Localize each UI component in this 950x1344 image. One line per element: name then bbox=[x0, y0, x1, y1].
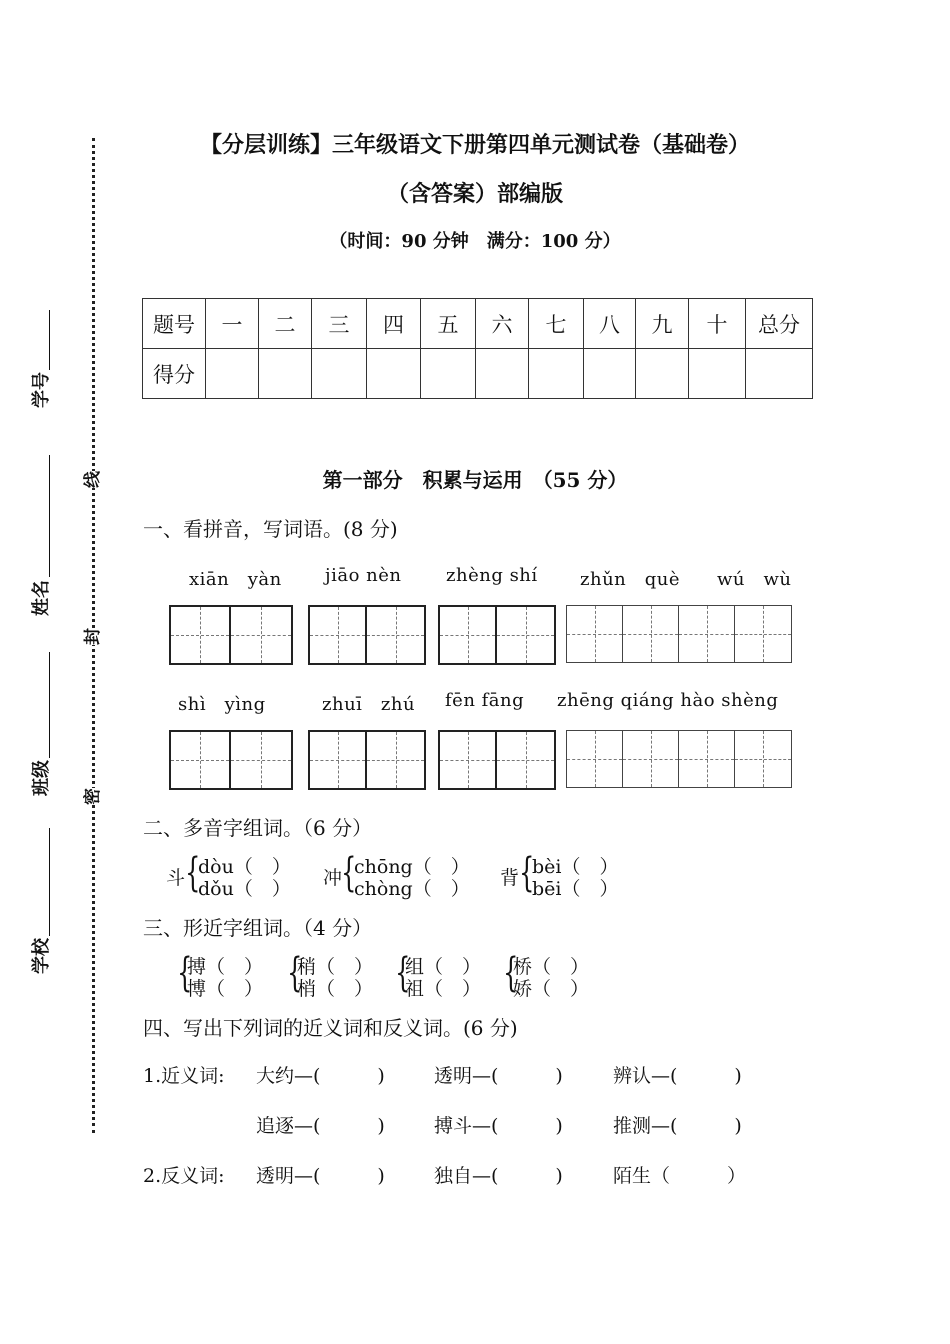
writing-cell[interactable] bbox=[367, 732, 424, 788]
writing-cell[interactable] bbox=[367, 607, 424, 663]
similar-char-option[interactable]: 博（ ） bbox=[187, 978, 264, 1000]
brace-icon: { bbox=[341, 850, 357, 896]
writing-cell[interactable] bbox=[679, 731, 735, 787]
writing-cell[interactable] bbox=[623, 606, 679, 662]
score-input-cell[interactable] bbox=[636, 349, 689, 399]
brace-icon: { bbox=[287, 950, 303, 996]
polyphone-option[interactable]: bèi（ ） bbox=[532, 856, 619, 878]
writing-box-group[interactable] bbox=[308, 730, 426, 790]
score-header-cell: 八 bbox=[584, 299, 636, 349]
score-header-cell: 六 bbox=[476, 299, 529, 349]
polyphone-option[interactable]: chōng（ ） bbox=[354, 856, 470, 878]
part1-heading: 第一部分 积累与运用 （55 分） bbox=[322, 468, 628, 492]
writing-cell[interactable] bbox=[171, 607, 231, 663]
writing-cell[interactable] bbox=[623, 731, 679, 787]
q1-pinyin: zhuī zhú bbox=[322, 694, 416, 715]
synonym-item[interactable]: 追逐—( ) bbox=[256, 1115, 385, 1137]
similar-char-option[interactable]: 稍（ ） bbox=[297, 956, 374, 978]
score-input-cell[interactable] bbox=[421, 349, 476, 399]
q1-pinyin: zhǔn què wú wù bbox=[580, 569, 792, 590]
antonym-label: 2.反义词: bbox=[143, 1165, 225, 1187]
q1-pinyin: fēn fāng bbox=[445, 690, 525, 711]
writing-cell[interactable] bbox=[497, 607, 554, 663]
writing-cell[interactable] bbox=[567, 731, 623, 787]
similar-char-option[interactable]: 祖（ ） bbox=[405, 978, 482, 1000]
synonym-item[interactable]: 推测—( ) bbox=[613, 1115, 742, 1137]
student-number-label: 学号 bbox=[31, 372, 52, 408]
q1-title: 一、看拼音，写词语。(8 分) bbox=[143, 517, 398, 541]
score-table bbox=[142, 298, 813, 399]
similar-char-option[interactable]: 娇（ ） bbox=[513, 978, 590, 1000]
polyphone-char: 冲 bbox=[323, 867, 343, 889]
writing-cell[interactable] bbox=[440, 607, 497, 663]
score-row-label: 得分 bbox=[143, 349, 206, 399]
writing-cell[interactable] bbox=[231, 607, 291, 663]
q1-pinyin: shì yìng bbox=[178, 694, 266, 715]
writing-box-group[interactable] bbox=[169, 730, 293, 790]
synonym-item[interactable]: 辨认—( ) bbox=[613, 1065, 742, 1087]
score-input-cell[interactable] bbox=[312, 349, 367, 399]
writing-box-group[interactable] bbox=[308, 605, 426, 665]
score-header-cell: 七 bbox=[529, 299, 584, 349]
writing-cell[interactable] bbox=[735, 606, 791, 662]
writing-cell[interactable] bbox=[310, 607, 367, 663]
score-header-cell: 二 bbox=[259, 299, 312, 349]
synonym-label: 1.近义词: bbox=[143, 1065, 225, 1087]
writing-cell[interactable] bbox=[171, 732, 231, 788]
brace-icon: { bbox=[395, 950, 411, 996]
writing-cell[interactable] bbox=[231, 732, 291, 788]
page-title-line2: （含答案）部编版 bbox=[386, 181, 563, 207]
similar-char-option[interactable]: 搏（ ） bbox=[187, 956, 264, 978]
name-label: 姓名 bbox=[31, 580, 52, 616]
seal-mark-line: 线 bbox=[76, 471, 105, 488]
writing-box-group[interactable] bbox=[438, 730, 556, 790]
synonym-item[interactable]: 透明—( ) bbox=[434, 1065, 563, 1087]
writing-box-group[interactable] bbox=[566, 605, 792, 663]
writing-cell[interactable] bbox=[567, 606, 623, 662]
school-label: 学校 bbox=[31, 938, 52, 974]
score-input-cell[interactable] bbox=[476, 349, 529, 399]
q1-pinyin: xiān yàn bbox=[189, 569, 282, 590]
brace-icon: { bbox=[519, 850, 535, 896]
class-blank[interactable] bbox=[49, 652, 50, 758]
antonym-item[interactable]: 陌生（ ） bbox=[613, 1165, 747, 1187]
synonym-item[interactable]: 大约—( ) bbox=[256, 1065, 385, 1087]
brace-icon: { bbox=[503, 950, 519, 996]
score-input-cell[interactable] bbox=[259, 349, 312, 399]
q1-pinyin: zhèng shí bbox=[446, 565, 538, 586]
writing-box-group[interactable] bbox=[169, 605, 293, 665]
score-header-cell: 五 bbox=[421, 299, 476, 349]
writing-cell[interactable] bbox=[735, 731, 791, 787]
seal-mark-secret: 密 bbox=[76, 788, 105, 805]
score-table-score-row bbox=[143, 349, 813, 399]
score-table-header-row bbox=[143, 299, 813, 349]
synonym-item[interactable]: 搏斗—( ) bbox=[434, 1115, 563, 1137]
polyphone-char: 斗 bbox=[166, 867, 186, 889]
q1-pinyin: jiāo nèn bbox=[325, 565, 402, 586]
page-title-line1: 【分层训练】三年级语文下册第四单元测试卷（基础卷） bbox=[199, 132, 750, 158]
writing-cell[interactable] bbox=[679, 606, 735, 662]
brace-icon: { bbox=[177, 950, 193, 996]
score-header-cell: 九 bbox=[636, 299, 689, 349]
score-header-cell: 十 bbox=[689, 299, 746, 349]
similar-char-option[interactable]: 组（ ） bbox=[405, 956, 482, 978]
writing-cell[interactable] bbox=[440, 732, 497, 788]
q3-title: 三、形近字组词。（4 分） bbox=[143, 916, 373, 940]
school-blank[interactable] bbox=[49, 828, 50, 936]
score-input-cell[interactable] bbox=[529, 349, 584, 399]
writing-cell[interactable] bbox=[310, 732, 367, 788]
score-header-cell: 总分 bbox=[746, 299, 813, 349]
score-input-cell[interactable] bbox=[206, 349, 259, 399]
q4-title: 四、写出下列词的近义词和反义词。(6 分) bbox=[143, 1016, 518, 1040]
score-input-cell[interactable] bbox=[689, 349, 746, 399]
similar-char-option[interactable]: 桥（ ） bbox=[513, 956, 590, 978]
brace-icon: { bbox=[185, 850, 201, 896]
polyphone-char: 背 bbox=[500, 867, 520, 889]
score-header-cell: 四 bbox=[367, 299, 421, 349]
writing-box-group[interactable] bbox=[438, 605, 556, 665]
polyphone-option[interactable]: dǒu（ ） bbox=[198, 878, 291, 900]
polyphone-option[interactable]: bēi（ ） bbox=[532, 878, 619, 900]
writing-cell[interactable] bbox=[497, 732, 554, 788]
q1-pinyin: zhēng qiáng hào shèng bbox=[557, 690, 779, 711]
score-input-cell[interactable] bbox=[746, 349, 813, 399]
antonym-item[interactable]: 透明—( ) bbox=[256, 1165, 385, 1187]
score-header-cell: 一 bbox=[206, 299, 259, 349]
score-input-cell[interactable] bbox=[584, 349, 636, 399]
exam-time-score: （时间：90 分钟 满分：100 分） bbox=[329, 231, 621, 252]
writing-box-group[interactable] bbox=[566, 730, 792, 788]
polyphone-option[interactable]: dòu（ ） bbox=[198, 856, 291, 878]
class-label: 班级 bbox=[31, 760, 52, 796]
similar-char-option[interactable]: 梢（ ） bbox=[297, 978, 374, 1000]
score-input-cell[interactable] bbox=[367, 349, 421, 399]
score-header-cell: 三 bbox=[312, 299, 367, 349]
q2-title: 二、多音字组词。（6 分） bbox=[143, 816, 373, 840]
seal-mark-seal: 封 bbox=[76, 628, 105, 645]
score-header-cell: 题号 bbox=[143, 299, 206, 349]
antonym-item[interactable]: 独自—( ) bbox=[434, 1165, 563, 1187]
polyphone-option[interactable]: chòng（ ） bbox=[354, 878, 470, 900]
student-number-blank[interactable] bbox=[49, 310, 50, 370]
